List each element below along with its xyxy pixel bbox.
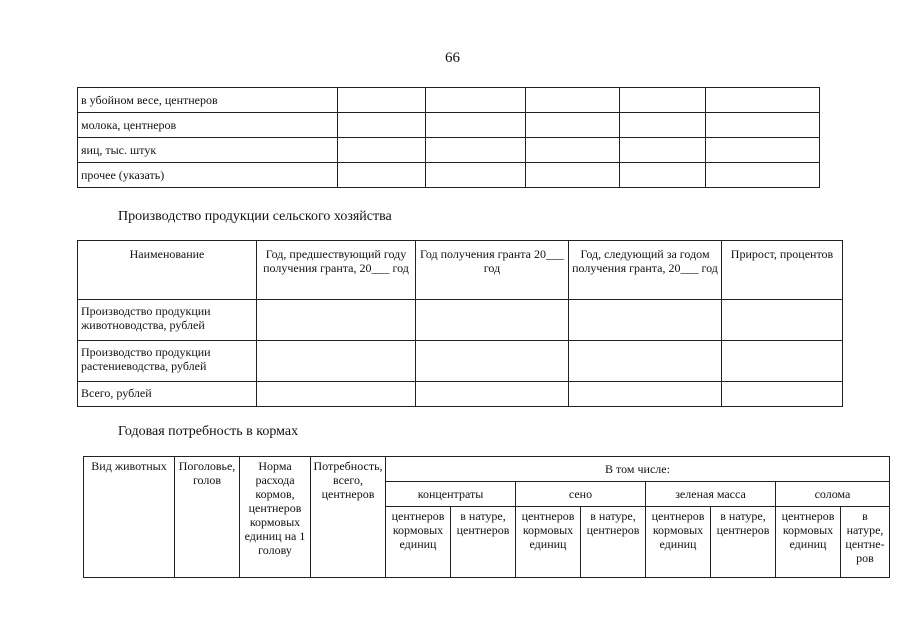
row-label: Всего, рублей	[78, 382, 257, 407]
header-norm: Норма расхода кормов, центнеров кормовых единиц на 1 голову	[240, 457, 311, 578]
table-row	[78, 300, 843, 341]
table-row	[78, 113, 820, 138]
table-row	[78, 382, 843, 407]
header-natural: в натуре, центнеров	[451, 507, 516, 578]
header-name: Наименование	[78, 241, 257, 300]
feed-demand-table	[83, 456, 890, 578]
section-title-production: Производство продукции сельского хозяйства	[118, 209, 392, 224]
row-label: в убойном весе, центнеров	[78, 88, 338, 113]
header-natural: в натуре, центнеров	[711, 507, 776, 578]
row-label: прочее (указать)	[78, 163, 338, 188]
row-label: Производство продукции растениеводства, рублей	[78, 341, 257, 382]
header-natural: в натуре, центне-ров	[841, 507, 890, 578]
table-header-row	[84, 457, 890, 482]
header-prev-year: Год, предшествующий году получения гранта, 20___ год	[257, 241, 416, 300]
table-header-row	[78, 241, 843, 300]
section-title-feed: Годовая потребность в кормах	[118, 424, 299, 439]
table-row	[78, 341, 843, 382]
header-head-count: Поголовье, голов	[175, 457, 240, 578]
header-natural: в натуре, центнеров	[581, 507, 646, 578]
table-row	[78, 138, 820, 163]
agri-production-table	[77, 240, 843, 407]
row-label: Производство продукции животноводства, рублей	[78, 300, 257, 341]
row-label: яиц, тыс. штук	[78, 138, 338, 163]
header-next-year: Год, следующий за годом получения гранта, 20___ год	[569, 241, 722, 300]
header-feed-units: центнеров кормовых единиц	[646, 507, 711, 578]
header-need-total: Потребность, всего, центнеров	[311, 457, 386, 578]
header-growth: Прирост, процентов	[722, 241, 843, 300]
table-row	[78, 163, 820, 188]
header-feed-units: центнеров кормовых единиц	[516, 507, 581, 578]
product-volume-table	[77, 87, 820, 188]
header-grant-year: Год получения гранта 20___ год	[416, 241, 569, 300]
header-straw: солома	[776, 482, 890, 507]
header-hay: сено	[516, 482, 646, 507]
header-including: В том числе:	[386, 457, 890, 482]
header-concentrates: концентраты	[386, 482, 516, 507]
page-number: 66	[445, 50, 460, 66]
row-label: молока, центнеров	[78, 113, 338, 138]
header-green-mass: зеленая масса	[646, 482, 776, 507]
header-feed-units: центнеров кормовых единиц	[386, 507, 451, 578]
table-row	[78, 88, 820, 113]
header-feed-units: центнеров кормовых единиц	[776, 507, 841, 578]
header-animal-type: Вид животных	[84, 457, 175, 578]
